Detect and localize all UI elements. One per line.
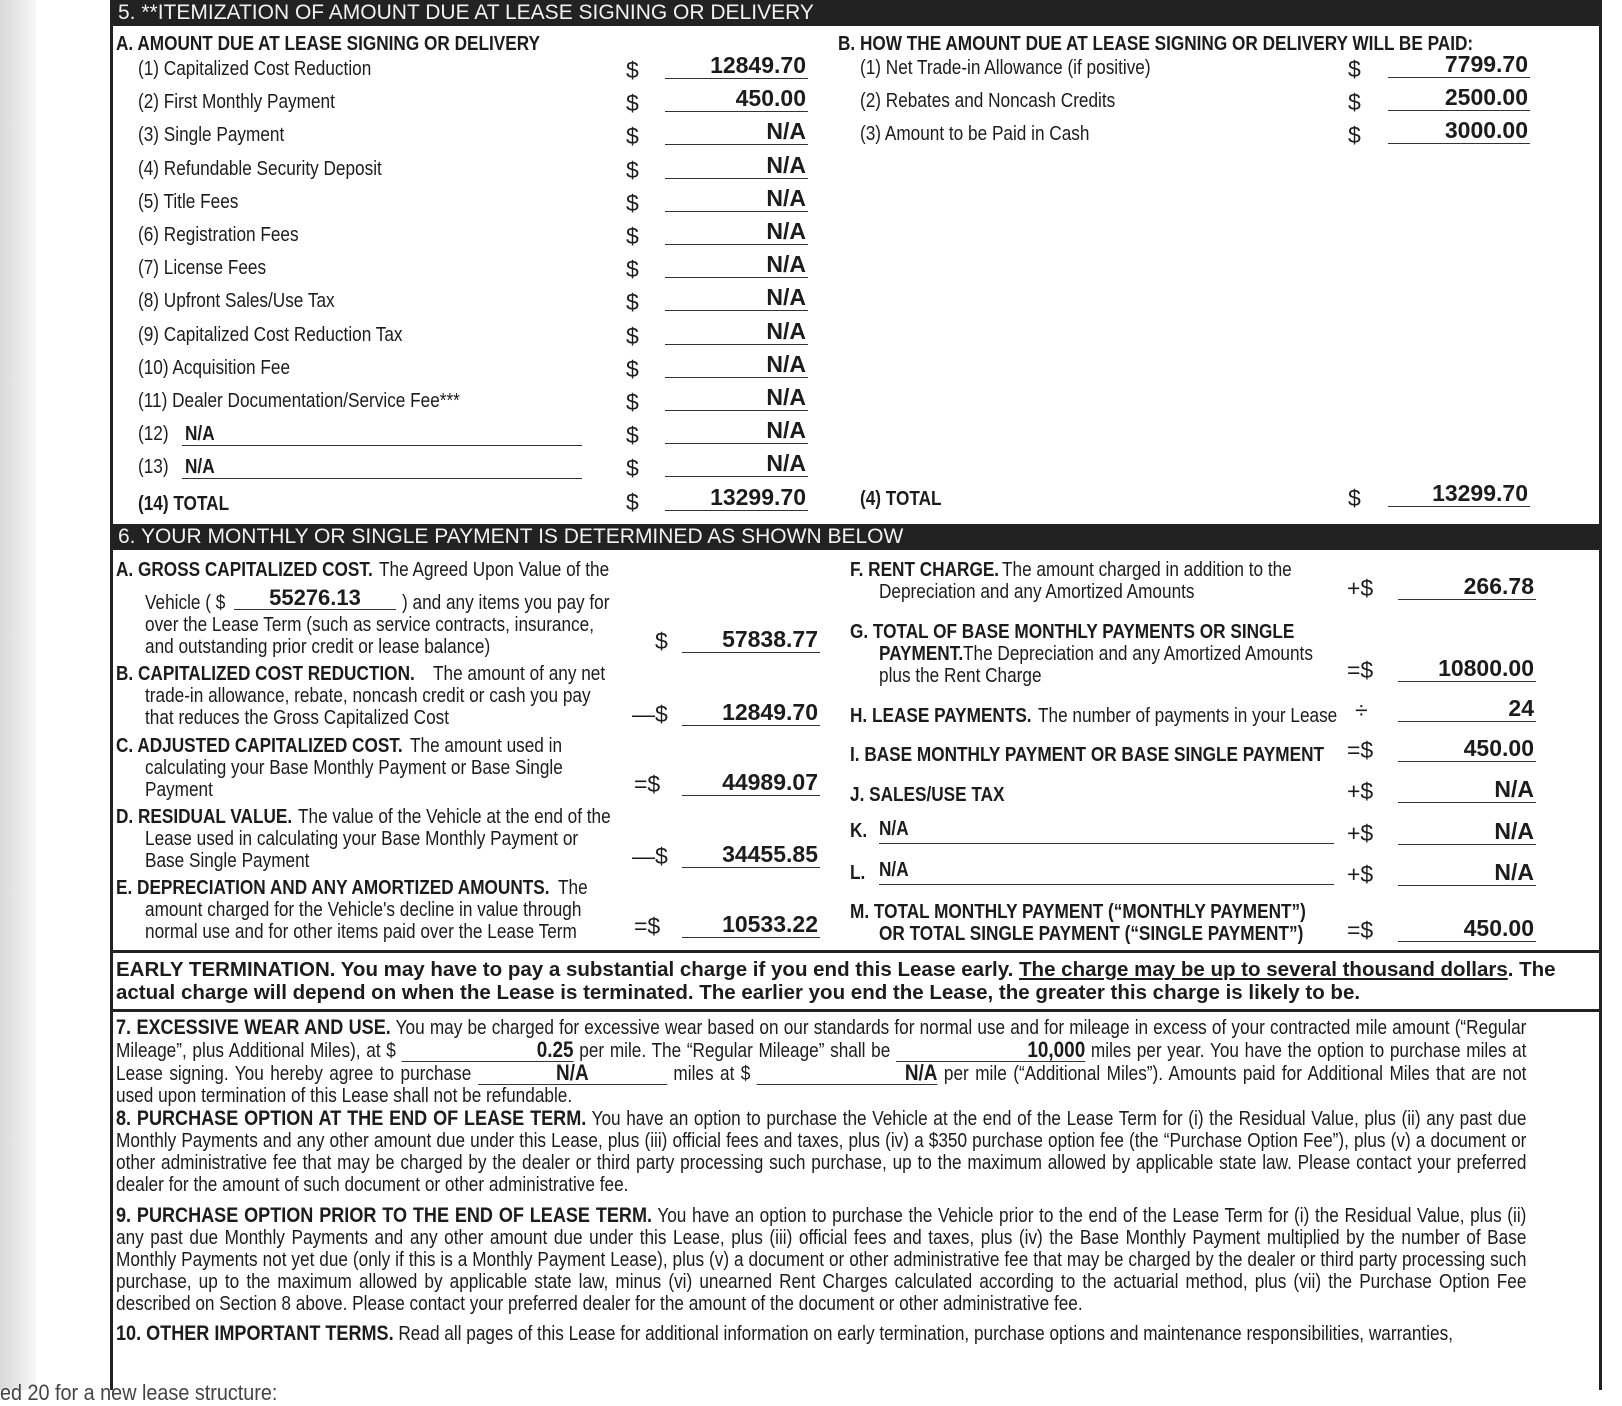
amount-due-fill-line (182, 445, 582, 446)
section-8 (116, 1108, 1526, 1196)
adjusted-cap-cost-title: C. ADJUSTED CAPITALIZED COST. (116, 735, 403, 757)
section-7-title: 7. EXCESSIVE WEAR AND USE. (116, 1016, 391, 1039)
amount-due-label: (4) Refundable Security Deposit (138, 158, 382, 180)
amount-due-label: (8) Upfront Sales/Use Tax (138, 290, 335, 312)
base-monthly-payment-value[interactable]: 450.00 (1398, 735, 1536, 762)
divider-section-7 (110, 1009, 1602, 1012)
payment-method-currency: $ (1348, 89, 1361, 115)
amount-due-value[interactable]: N/A (665, 351, 808, 378)
amount-due-value[interactable]: N/A (665, 417, 808, 444)
base-monthly-payment-sign: =$ (1347, 737, 1374, 763)
section-5a-title: A. AMOUNT DUE AT LEASE SIGNING OR DELIVERY (116, 33, 540, 55)
amount-due-label: (9) Capitalized Cost Reduction Tax (138, 324, 403, 346)
amount-due-value[interactable]: N/A (665, 152, 808, 179)
amount-due-currency: $ (626, 190, 639, 216)
vehicle-value-field[interactable]: 55276.13 (234, 587, 396, 610)
amount-due-fill[interactable]: N/A (185, 456, 215, 478)
depreciation-text: The (558, 877, 588, 899)
rent-charge-sign: +$ (1347, 575, 1374, 601)
lease-payments-text: The number of payments in your Lease (1038, 705, 1338, 727)
item-l-line (879, 884, 1334, 885)
gross-cap-cost-value[interactable]: 57838.77 (682, 626, 820, 653)
residual-value-line2: Lease used in calculating your Base Monthly Payment or (145, 828, 579, 850)
total-base-payments-sign: =$ (1347, 657, 1374, 683)
amount-due-label: (2) First Monthly Payment (138, 91, 335, 113)
vehicle-suffix: ) and any items you pay for (402, 592, 610, 614)
payment-method-label: (2) Rebates and Noncash Credits (860, 90, 1116, 112)
amount-due-value[interactable]: N/A (665, 185, 808, 212)
rent-charge-line2: Depreciation and any Amortized Amounts (879, 581, 1195, 603)
payment-method-label: (1) Net Trade-in Allowance (if positive) (860, 57, 1151, 79)
total-monthly-payment-value[interactable]: 450.00 (1398, 915, 1536, 942)
gross-cap-cost-title: A. GROSS CAPITALIZED COST. (116, 559, 373, 581)
section-5-header: 5. **ITEMIZATION OF AMOUNT DUE AT LEASE SIGNING OR DELIVERY (110, 0, 1602, 26)
purchase-miles-field[interactable]: N/A (478, 1062, 667, 1085)
amount-due-currency: $ (626, 455, 639, 481)
amount-due-value[interactable]: N/A (665, 384, 808, 411)
section-7-text-5: per mile (“Additional Miles”). Amounts paid for Additional Miles that are not used upon termination of this Lease shall not be refundable. (116, 1063, 1527, 1107)
amount-due-label: (11) Dealer Documentation/Service Fee*** (138, 390, 460, 412)
item-k-fill[interactable]: N/A (879, 818, 909, 840)
early-termination-notice (116, 958, 1586, 1004)
item-k-line (879, 843, 1334, 844)
cap-cost-reduction-line2: trade-in allowance, rebate, noncash credit or cash you pay (145, 685, 591, 707)
amount-due-currency: $ (626, 289, 639, 315)
amount-due-currency: $ (626, 57, 639, 83)
section-10-title: 10. OTHER IMPORTANT TERMS. (116, 1323, 394, 1345)
depreciation-line3: normal use and for other items paid over the Lease Term (145, 921, 577, 943)
section-9-text: You have an option to purchase the Vehicle prior to the end of the Lease Term for (i) the Residual Value, plus (ii) any past due Monthly Payments and any other amount due under this Lease, plus (iii) official fees and taxes, plus (iv) the Base Monthly Payment multiplied by the number of Base Monthly Payments not yet due (only if this is a Monthly Payment Lease), plus (v) a document or other administrative fee that may be charged by the dealer or third party processing such purchase, up to the maximum allowed by applicable state law, minus (vi) unearned Rent Charges calculated according to the actuarial method, plus (vii) the Purchase Option Fee described on Section 8 above. Please contact your preferred dealer for the amount of the document or other administrative fee. (116, 1205, 1527, 1315)
amount-due-currency: $ (626, 90, 639, 116)
section-9 (116, 1205, 1526, 1315)
lease-payments-title: H. LEASE PAYMENTS. (850, 705, 1032, 727)
amount-due-currency: $ (626, 489, 639, 515)
amount-due-label: (12) (138, 423, 169, 445)
amount-due-label: (1) Capitalized Cost Reduction (138, 58, 372, 80)
payment-method-label: (3) Amount to be Paid in Cash (860, 123, 1090, 145)
amount-due-label: (5) Title Fees (138, 191, 239, 213)
amount-due-value[interactable]: N/A (665, 118, 808, 145)
excess-mile-rate-field[interactable]: 0.25 (402, 1039, 574, 1062)
amount-due-currency: $ (626, 223, 639, 249)
section-9-title: 9. PURCHASE OPTION PRIOR TO THE END OF LEASE TERM. (116, 1204, 653, 1227)
amount-due-currency: $ (626, 123, 639, 149)
section-7-text-1: You may be charged for excessive wear based on our standards for normal use and for mileage in excess of your contracted mile amount (“Regular Mileage”, plus Additional Miles), at $ (116, 1017, 1527, 1062)
vehicle-prefix: Vehicle ( $ (145, 592, 226, 614)
section-7-text-4: miles at $ (673, 1063, 751, 1085)
amount-due-label: (6) Registration Fees (138, 224, 299, 246)
depreciation-title: E. DEPRECIATION AND ANY AMORTIZED AMOUNTS. (116, 877, 550, 899)
item-k-sign: +$ (1347, 820, 1374, 846)
item-l-value[interactable]: N/A (1398, 859, 1536, 886)
section-6-header: 6. YOUR MONTHLY OR SINGLE PAYMENT IS DETERMINED AS SHOWN BELOW (110, 524, 1602, 550)
section-5b-title: B. HOW THE AMOUNT DUE AT LEASE SIGNING OR DELIVERY WILL BE PAID: (838, 33, 1474, 55)
early-termination-part3: . The actual charge will depend on when the Lease is terminated. The earlier you end the Lease, the greater this charge is likely to be. (116, 958, 1556, 1004)
depreciation-value[interactable]: 10533.22 (682, 911, 820, 938)
section-7-text-3: miles per year. You have the option to purchase miles at Lease signing. You hereby agree to purchase (116, 1040, 1527, 1085)
amount-due-currency: $ (626, 157, 639, 183)
amount-due-label: (3) Single Payment (138, 124, 285, 146)
amount-due-label: (14) TOTAL (138, 493, 230, 515)
cap-cost-reduction-line3: that reduces the Gross Capitalized Cost (145, 707, 450, 729)
sales-tax-value[interactable]: N/A (1398, 776, 1536, 803)
payment-method-value[interactable]: 3000.00 (1388, 117, 1530, 144)
gross-cap-cost-line3: over the Lease Term (such as service contracts, insurance, (145, 614, 595, 636)
section-7-text-2: per mile. The “Regular Mileage” shall be (579, 1040, 891, 1062)
section-7 (116, 1017, 1526, 1107)
amount-due-value[interactable]: N/A (665, 284, 808, 311)
gross-cap-cost-sign: $ (655, 628, 668, 654)
total-base-payments-value[interactable]: 10800.00 (1398, 655, 1536, 682)
rent-charge-title: F. RENT CHARGE. (850, 559, 1000, 581)
total-monthly-payment-sign: =$ (1347, 917, 1374, 943)
residual-value-text: The value of the Vehicle at the end of the (298, 806, 611, 828)
depreciation-line2: amount charged for the Vehicle's decline in value through (145, 899, 582, 921)
adjusted-cap-cost-sign: =$ (634, 771, 661, 797)
adjusted-cap-cost-line3: Payment (145, 779, 213, 801)
early-termination-part1: EARLY TERMINATION. You may have to pay a substantial charge if you end this Lease early. (116, 958, 1014, 981)
amount-due-value[interactable]: N/A (665, 450, 808, 477)
cap-cost-reduction-title: B. CAPITALIZED COST REDUCTION. (116, 663, 415, 685)
amount-due-value[interactable]: 12849.70 (665, 52, 808, 79)
page-edge-shadow (0, 0, 36, 1390)
gross-cap-cost-text: The Agreed Upon Value of the (379, 559, 610, 581)
payment-method-currency: $ (1348, 485, 1361, 511)
amount-due-currency: $ (626, 256, 639, 282)
item-k-value[interactable]: N/A (1398, 818, 1536, 845)
amount-due-label: (13) (138, 456, 169, 478)
depreciation-sign: =$ (634, 913, 661, 939)
amount-due-currency: $ (626, 356, 639, 382)
payment-method-value[interactable]: 13299.70 (1388, 480, 1530, 507)
rent-charge-text: The amount charged in addition to the (1002, 559, 1292, 581)
total-monthly-payment-line2: OR TOTAL SINGLE PAYMENT (“SINGLE PAYMENT”) (879, 923, 1304, 945)
section-10-text: Read all pages of this Lease for additional information on early termination, purchase options and maintenance responsibilities, warranties, (398, 1323, 1453, 1345)
amount-due-value[interactable]: N/A (665, 318, 808, 345)
amount-due-value[interactable]: N/A (665, 218, 808, 245)
payment-method-currency: $ (1348, 122, 1361, 148)
adjusted-cap-cost-line2: calculating your Base Monthly Payment or Base Single (145, 757, 563, 779)
section-8-title: 8. PURCHASE OPTION AT THE END OF LEASE TERM. (116, 1107, 587, 1130)
amount-due-value[interactable]: 450.00 (665, 85, 808, 112)
rent-charge-value[interactable]: 266.78 (1398, 573, 1536, 600)
amount-due-label: (10) Acquisition Fee (138, 357, 291, 379)
item-l-label: L. (850, 862, 866, 884)
cap-cost-reduction-value[interactable]: 12849.70 (682, 699, 820, 726)
gross-cap-cost-line4: and outstanding prior credit or lease balance) (145, 636, 491, 658)
amount-due-currency: $ (626, 389, 639, 415)
amount-due-value[interactable]: 13299.70 (665, 484, 808, 511)
item-l-sign: +$ (1347, 861, 1374, 887)
base-monthly-payment-title: I. BASE MONTHLY PAYMENT OR BASE SINGLE PAYMENT (850, 744, 1325, 766)
payment-method-currency: $ (1348, 56, 1361, 82)
residual-value-title: D. RESIDUAL VALUE. (116, 806, 293, 828)
amount-due-currency: $ (626, 323, 639, 349)
adjusted-cap-cost-text: The amount used in (410, 735, 563, 757)
divider-early-termination (110, 950, 1602, 953)
cap-cost-reduction-sign: —$ (632, 701, 668, 727)
sales-tax-title: J. SALES/USE TAX (850, 784, 1005, 806)
total-base-payments-text: The Depreciation and any Amortized Amounts (963, 643, 1313, 665)
amount-due-value[interactable]: N/A (665, 251, 808, 278)
lease-payments-sign: ÷ (1355, 697, 1368, 723)
section-10 (116, 1323, 1526, 1347)
item-l-fill[interactable]: N/A (879, 859, 909, 881)
amount-due-label: (7) License Fees (138, 257, 267, 279)
residual-value-value[interactable]: 34455.85 (682, 841, 820, 868)
item-k-label: K. (850, 820, 868, 842)
payment-method-value[interactable]: 2500.00 (1388, 84, 1530, 111)
total-base-payments-line3: plus the Rent Charge (879, 665, 1042, 687)
amount-due-currency: $ (626, 422, 639, 448)
total-monthly-payment-title: M. TOTAL MONTHLY PAYMENT (“MONTHLY PAYMENT”) (850, 901, 1306, 923)
payment-method-label: (4) TOTAL (860, 488, 942, 510)
bleed-through-text: ed 20 for a new lease structure: (0, 1380, 278, 1405)
sales-tax-sign: +$ (1347, 778, 1374, 804)
adjusted-cap-cost-value[interactable]: 44989.07 (682, 769, 820, 796)
early-termination-underlined: The charge may be up to several thousand dollars (1019, 958, 1508, 981)
residual-value-line3: Base Single Payment (145, 850, 310, 872)
residual-value-sign: —$ (632, 843, 668, 869)
cap-cost-reduction-text: The amount of any net (433, 663, 606, 685)
regular-mileage-field[interactable]: 10,000 (896, 1039, 1085, 1062)
section-8-text: You have an option to purchase the Vehicle at the end of the Lease Term for (i) the Residual Value, plus (ii) any past due Monthly Payments and any other amount due under this Lease, plus (iii) official fees and taxes, plus (iv) a $350 purchase option fee (the “Purchase Option Fee”), plus (v) a document or other administrative fee that may be charged by the dealer or third party processing such purchase, up to the maximum allowed by applicable state law. Please contact your preferred dealer for the amount of such document or other administrative fee. (116, 1108, 1527, 1196)
purchase-mile-rate-field[interactable]: N/A (757, 1062, 938, 1085)
amount-due-fill-line (182, 478, 582, 479)
lease-payments-value[interactable]: 24 (1398, 695, 1536, 722)
amount-due-fill[interactable]: N/A (185, 423, 215, 445)
total-base-payments-title: G. TOTAL OF BASE MONTHLY PAYMENTS OR SINGLE (850, 621, 1295, 643)
payment-method-value[interactable]: 7799.70 (1388, 51, 1530, 78)
total-base-payments-bold: PAYMENT. (879, 643, 964, 665)
